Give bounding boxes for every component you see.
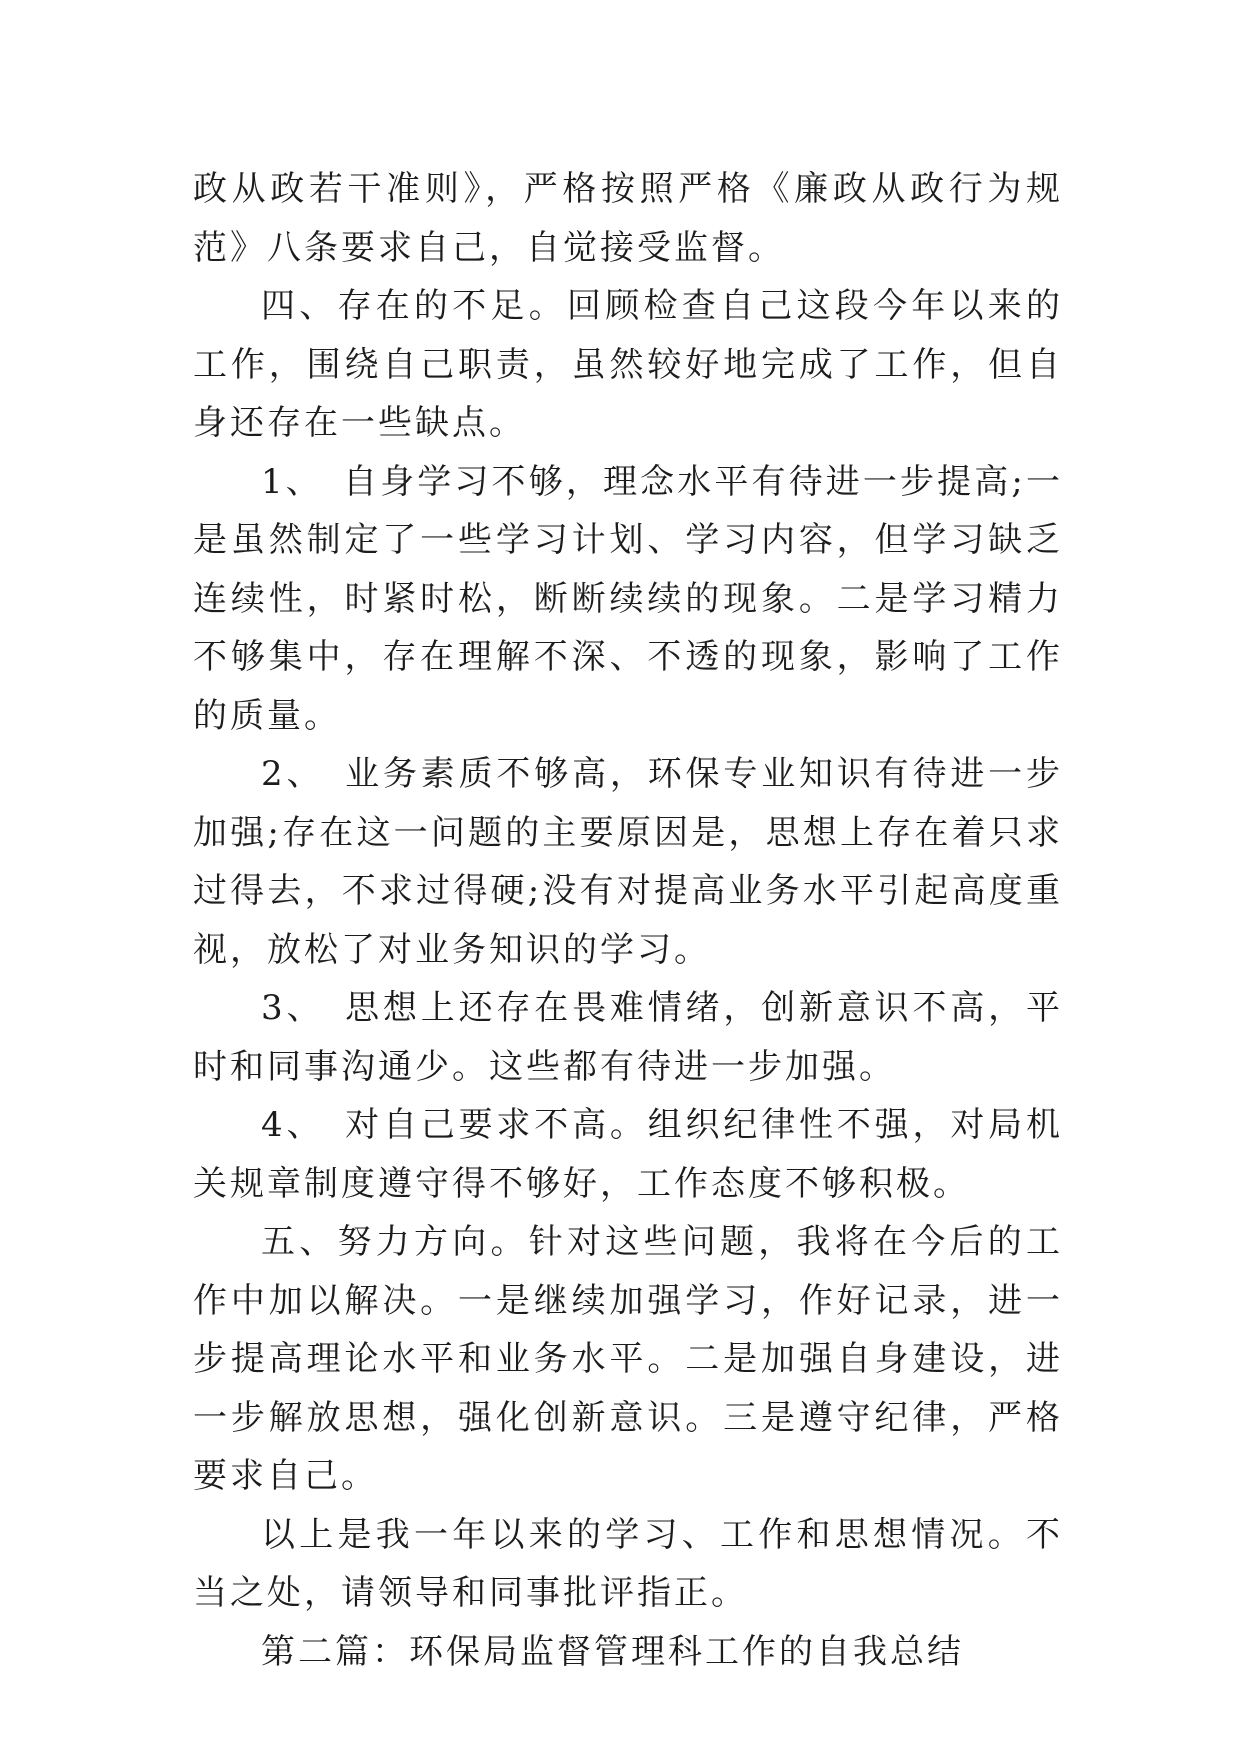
paragraph-item-4: 4、 对自己要求不高。组织纪律性不强，对局机关规章制度遵守得不够好，工作态度不够积极。 [193, 1105, 1063, 1204]
document-body [193, 160, 1063, 1681]
paragraph-closing: 以上是我一年以来的学习、工作和思想情况。不当之处，请领导和同事批评指正。 [193, 1514, 1063, 1613]
section-heading-second-chapter: 第二篇：环保局监督管理科工作的自我总结 [261, 1631, 964, 1672]
paragraph-item-1: 1、 自身学习不够，理念水平有待进一步提高;一是虽然制定了一些学习计划、学习内容，但学习缺乏连续性，时紧时松，断断续续的现象。二是学习精力不够集中，存在理解不深、不透的现象，影响了工作的质量。 [193, 461, 1063, 736]
paragraph-direction: 五、努力方向。针对这些问题，我将在今后的工作中加以解决。一是继续加强学习，作好记录，进一步提高理论水平和业务水平。二是加强自身建设，进一步解放思想，强化创新意识。三是遵守纪律，严格要求自己。 [193, 1222, 1063, 1496]
paragraph-continuation: 政从政若干准则》，严格按照严格《廉政从政行为规范》八条要求自己，自觉接受监督。 [193, 169, 1063, 268]
paragraph-shortcomings: 四、存在的不足。回顾检查自己这段今年以来的工作，围绕自己职责，虽然较好地完成了工作，但自身还存在一些缺点。 [193, 286, 1063, 443]
paragraph-item-3: 3、 思想上还存在畏难情绪，创新意识不高，平时和同事沟通少。这些都有待进一步加强。 [193, 988, 1063, 1087]
paragraph-item-2: 2、 业务素质不够高，环保专业知识有待进一步加强;存在这一问题的主要原因是，思想上存在着只求过得去，不求过得硬;没有对提高业务水平引起高度重视，放松了对业务知识的学习。 [193, 754, 1063, 970]
